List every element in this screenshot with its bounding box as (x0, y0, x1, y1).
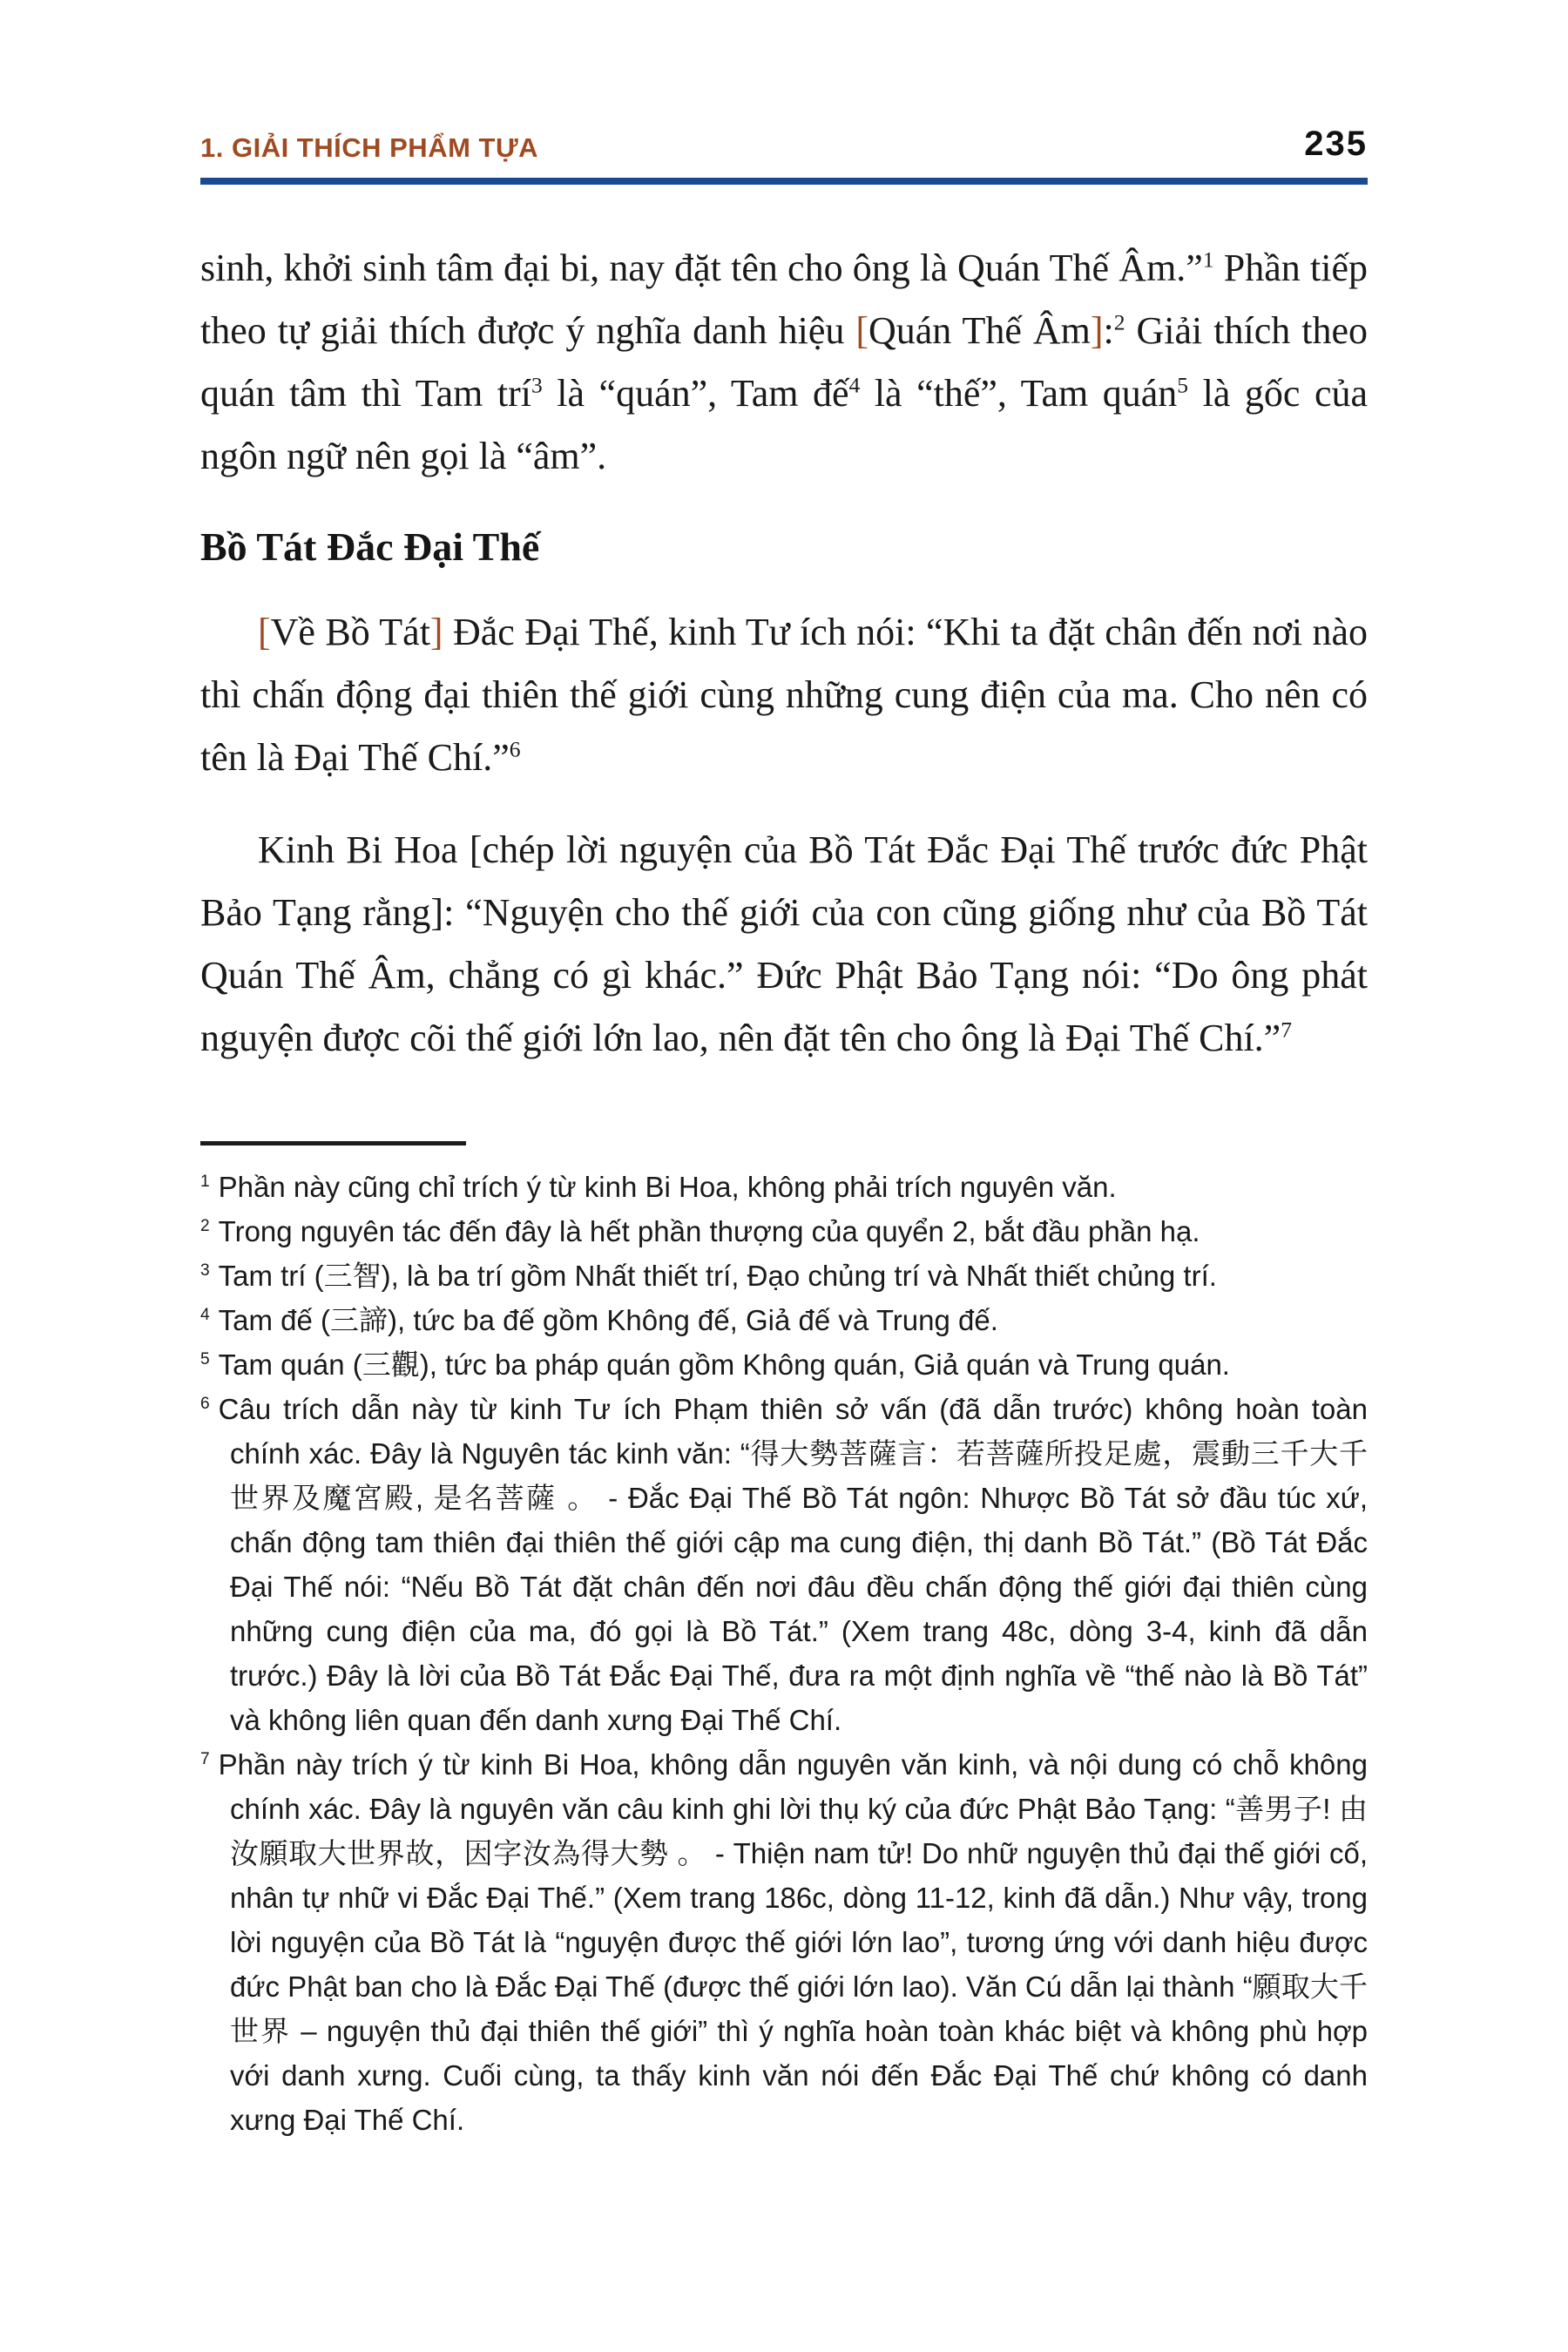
footnote-number: 3 (200, 1261, 210, 1280)
footnote-number: 4 (200, 1306, 210, 1324)
footnote-text: Trong nguyên tác đến đây là hết phần thượng của quyển 2, bắt đầu phần hạ. (218, 1215, 1200, 1247)
page-number: 235 (1304, 125, 1368, 163)
footnote-number: 2 (200, 1217, 210, 1235)
header-rule (200, 178, 1368, 185)
body-text (200, 237, 1368, 1070)
running-title: 1. GIẢI THÍCH PHẨM TỰA (200, 132, 539, 163)
paragraph-3: Kinh Bi Hoa [chép lời nguyện của Bồ Tát Đắc Đại Thế trước đức Phật Bảo Tạng rằng]: “Nguyện cho thế giới của con cũng giống như của Bồ Tát Quán Thế Âm, chẳng có gì khác.” Đức Phật Bảo Tạng nói: “Do ông phát nguyện được cõi thế giới lớn lao, nên đặt tên cho ông là Đại Thế Chí.”$^7$ (200, 828, 1368, 1059)
footnote-7 (200, 1742, 1368, 2142)
footnote-text: Câu trích dẫn này từ kinh Tư ích Phạm thiên sở vấn (đã dẫn trước) không hoàn toàn chính xác. Đây là Nguyên tác kinh văn: “得大勢菩薩言：若菩薩所投足處，震動三千大千世界及魔宮殿, 是名菩薩 。 - Đắc Đại Thế Bồ Tát ngôn: Nhược Bồ Tát sở đầu túc xứ, chấn động tam thiên đại thiên thế giới cập ma cung điện, thị danh Bồ Tát.” (Bồ Tát Đắc Đại Thế nói: “Nếu Bồ Tát đặt chân đến nơi đâu đều chấn động thế giới đại thiên cùng những cung điện của ma, đó gọi là Bồ Tát.” (Xem trang 48c, dòng 3-4, kinh đã dẫn trước.) Đây là lời của Bồ Tát Đắc Đại Thế, đưa ra một định nghĩa về “thế nào là Bồ Tát” và không liên quan đến danh xưng Đại Thế Chí. (218, 1393, 1368, 1736)
footnote-text: Tam trí (三智), là ba trí gồm Nhất thiết trí, Đạo chủng trí và Nhất thiết chủng trí. (218, 1260, 1217, 1292)
page-header (200, 125, 1368, 164)
footnote-text: Tam đế (三諦), tức ba đế gồm Không đế, Giả đế và Trung đế. (218, 1304, 998, 1336)
footnote-text: Phần này trích ý từ kinh Bi Hoa, không dẫn nguyên văn kinh, và nội dung có chỗ không chính xác. Đây là nguyên văn câu kinh ghi lời thụ ký của đức Phật Bảo Tạng: “善男子! 由汝願取大世界故，因字汝為得大勢 。 - Thiện nam tử! Do nhữ nguyện thủ đại thế giới cố, nhân tự nhữ vi Đắc Đại Thế.” (Xem trang 186c, dòng 11-12, kinh đã dẫn.) Như vậy, trong lời nguyện của Bồ Tát là “nguyện được thế giới lớn lao”, tương ứng với danh hiệu được đức Phật ban cho là Đắc Đại Thế (được thế giới lớn lao). Văn Cú dẫn lại thành “願取大千世界 – nguyện thủ đại thiên thế giới” thì ý nghĩa hoàn toàn khác biệt và không phù hợp với danh xưng. Cuối cùng, ta thấy kinh văn nói đến Đắc Đại Thế chứ không có danh xưng Đại Thế Chí. (218, 1748, 1368, 2136)
footnote-3 (200, 1254, 1368, 1298)
footnote-separator (200, 1141, 466, 1146)
paragraph-1: sinh, khởi sinh tâm đại bi, nay đặt tên cho ông là Quán Thế Âm.”$^1$ Phần tiếp theo tự giải thích được ý nghĩa danh hiệu [Quán Thế Âm]:$^2$ Giải thích theo quán tâm thì Tam trí$^3$ là “quán”, Tam đế$^4$ là “thế”, Tam quán$^5$ là gốc của ngôn ngữ nên gọi là “âm”. (200, 247, 1369, 477)
footnote-4 (200, 1298, 1368, 1342)
footnote-number: 7 (200, 1750, 210, 1768)
footnote-5 (200, 1342, 1368, 1387)
paragraph-2: [Về Bồ Tát] Đắc Đại Thế, kinh Tư ích nói: “Khi ta đặt chân đến nơi nào thì chấn động đại thiên thế giới cùng những cung điện của ma. Cho nên có tên là Đại Thế Chí.”$^6$ (200, 611, 1368, 779)
footnote-6 (200, 1387, 1368, 1742)
footnote-number: 6 (200, 1395, 210, 1413)
footnote-1 (200, 1165, 1368, 1209)
footnote-number: 1 (200, 1173, 210, 1191)
footnote-text: Tam quán (三觀), tức ba pháp quán gồm Không quán, Giả quán và Trung quán. (218, 1348, 1230, 1381)
footnote-2 (200, 1209, 1368, 1254)
footnote-text: Phần này cũng chỉ trích ý từ kinh Bi Hoa, không phải trích nguyên văn. (218, 1171, 1117, 1203)
section-heading: Bồ Tát Đắc Đại Thế (200, 524, 540, 569)
footnotes-block (200, 1165, 1368, 2142)
footnote-number: 5 (200, 1350, 210, 1369)
